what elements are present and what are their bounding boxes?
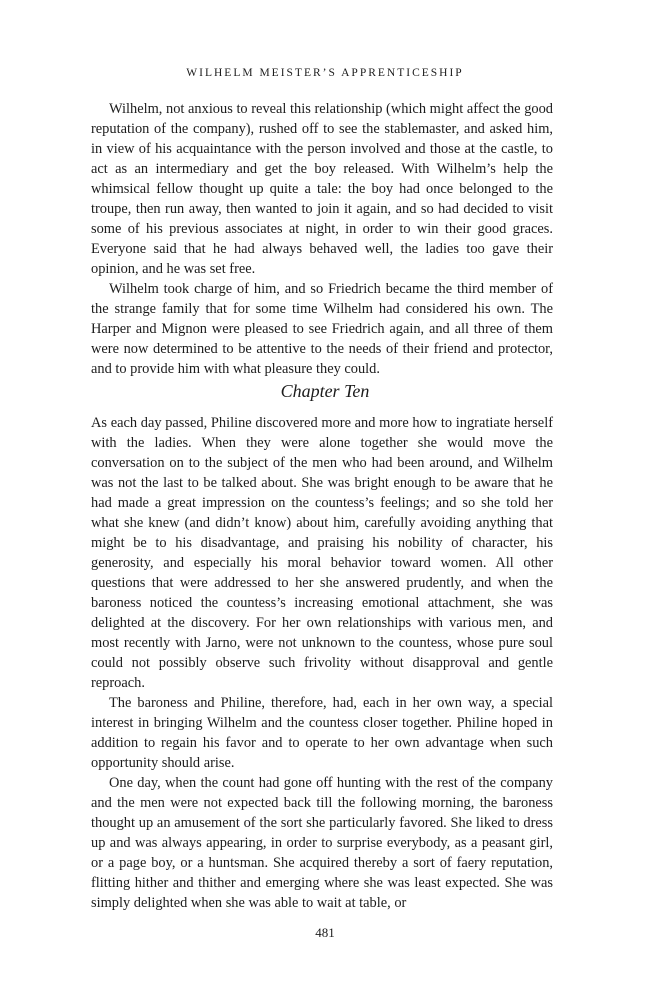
paragraph: One day, when the count had gone off hunting with the rest of the company and the men were not expected back till the following morning, the baroness thought up an amusement of the sort she particularly favored. She liked to dress up and was always appearing, in order to surprise everybody, as a peasant girl, or a page boy, or a huntsman. She acquired thereby a sort of faery reputation, flitting hither and thither and emerging where she was least expected. She was simply delighted when she was able to wait at table, or [91,775,553,911]
paragraph: The baroness and Philine, therefore, had, each in her own way, a special interest in bringing Wilhelm and the countess closer together. Philine hoped in addition to regain his favor and to operate to her own advantage when such opportunity should arise. [91,695,553,771]
paragraph: Wilhelm took charge of him, and so Friedrich became the third member of the strange family that for some time Wilhelm had considered his own. The Harper and Mignon were pleased to see Friedrich again, and all three of them were now determined to be attentive to the needs of their friend and protector, and to provide him with what pleasure they could. [91,281,553,377]
paragraph: As each day passed, Philine discovered more and more how to ingratiate herself with the ladies. When they were alone together she would move the conversation on to the subject of the men who had been around, and Wilhelm was not the last to be talked about. She was bright enough to be aware that he had made a great impression on the countess’s feelings; and so she told her what she knew (and didn’t know) about him, carefully avoiding anything that might be to his disadvantage, and praising his nobility of character, his generosity, and especially his moral behavior toward women. All other questions that were addressed to her she answered prudently, and when the baroness noticed the countess’s increasing emotional attachment, she was delighted at the discovery. For her own relationships with various men, and most recently with Jarno, were not unknown to the countess, whose pure soul could not possibly observe such frivolity without disapproval and gentle reproach. [91,415,553,691]
text-block-after-chapter [91,413,553,913]
page-number: 481 [315,925,335,940]
chapter-title: Chapter Ten [280,381,370,401]
text-block-before-chapter [91,99,553,379]
running-head: WILHELM MEISTER’S APPRENTICESHIP [186,67,464,79]
paragraph: Wilhelm, not anxious to reveal this relationship (which might affect the good reputation of the company), rushed off to see the stablemaster, and asked him, in view of his acquaintance with the person involved and those at the castle, to act as an intermediary and get the boy released. With Wilhelm’s help the whimsical fellow thought up quite a tale: the boy had once belonged to the troupe, then run away, then wanted to join it again, and so had decided to visit some of his previous associates at night, in order to win their good graces. Everyone said that he had always behaved well, the ladies too gave their opinion, and he was set free. [91,101,553,277]
